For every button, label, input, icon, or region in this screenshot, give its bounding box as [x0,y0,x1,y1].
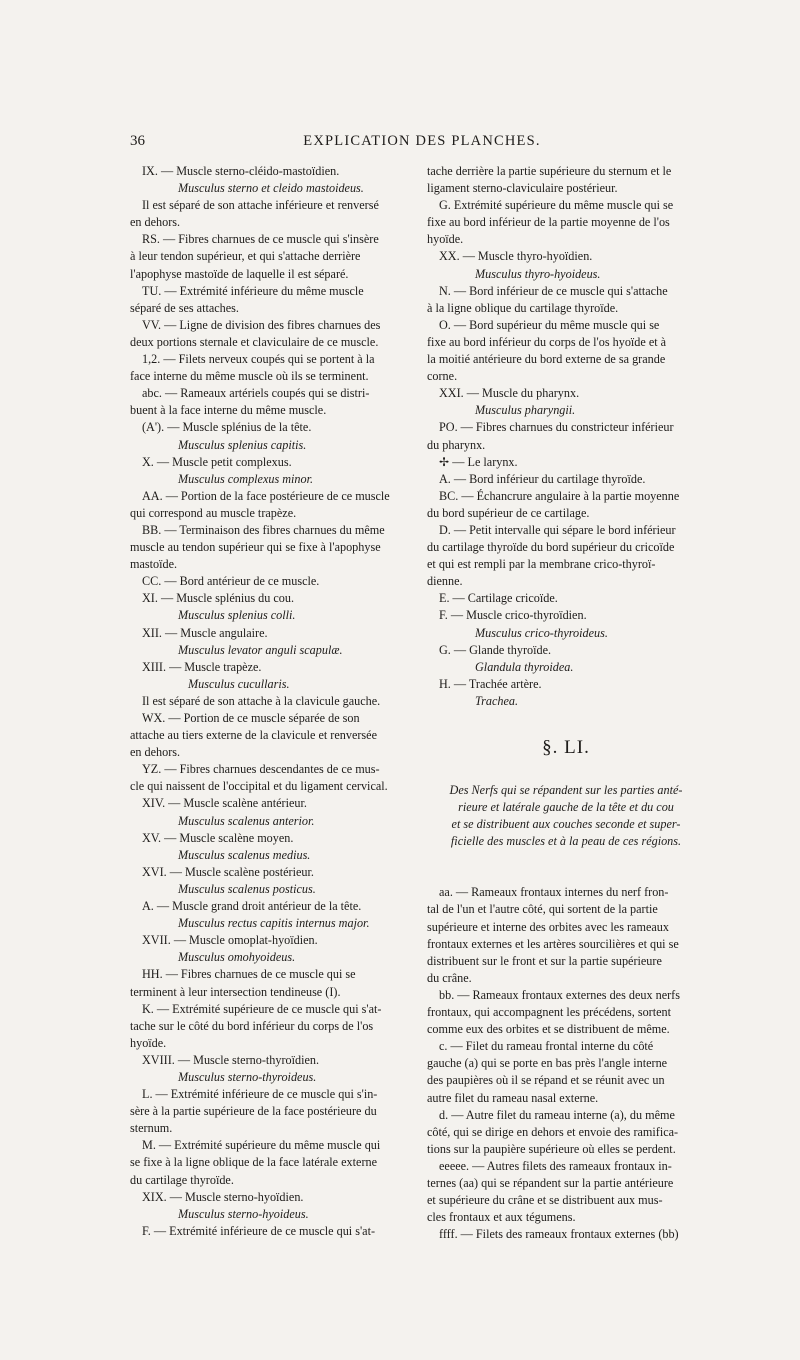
text-line: RS. — Fibres charnues de ce muscle qui s'insère [142,232,379,247]
left-column [130,163,394,1240]
section-title: §. LI. [542,737,590,758]
text-line: cle qui naissent de l'occipital et du ligament cervical. [130,779,388,794]
text-line: côté, qui se dirige en dehors et envoie des ramifica- [427,1124,679,1139]
text-line: frontaux, qui accompagnent les précédens, sortent [427,1005,671,1020]
text-line: fixe au bord inférieur du corps de l'os hyoïde et à [427,334,667,349]
text-line: XI. — Muscle splénius du cou. [142,591,294,606]
text-line: fixe au bord inférieur de la partie moyenne de l'os [427,215,670,230]
text-line: XII. — Muscle angulaire. [142,625,268,640]
text-line: en dehors. [130,215,181,230]
text-line: BB. — Terminaison des fibres charnues du même [142,522,385,537]
text-line: O. — Bord supérieur du même muscle qui se [439,317,660,332]
text-line: Musculus scalenus posticus. [178,881,316,896]
text-line: XIX. — Muscle sterno-hyoïdien. [142,1189,304,1204]
text-line: dienne. [427,574,463,589]
text-line: XV. — Muscle scalène moyen. [142,830,294,845]
text-line: cles frontaux et aux tégumens. [427,1210,576,1225]
text-line: E. — Cartilage cricoïde. [439,591,558,606]
text-line: et supérieure du crâne et se distribuent aux mus- [427,1193,663,1208]
text-line: Musculus cucullaris. [188,676,290,691]
summary-line: et se distribuent aux couches seconde et super- [451,817,681,832]
text-line: F. — Muscle crico-thyroïdien. [439,608,587,623]
text-line: et qui est rempli par la membrane crico-thyroï- [427,557,656,572]
text-line: Musculus crico-thyroideus. [475,625,608,640]
text-line: c. — Filet du rameau frontal interne du côté [439,1039,654,1054]
text-line: YZ. — Fibres charnues descendantes de ce mus- [142,762,380,777]
page-number: 36 [130,133,145,149]
text-line: IX. — Muscle sterno-cléido-mastoïdien. [142,164,340,178]
text-line: ternes (aa) qui se répandent sur la partie antérieure [427,1175,674,1190]
text-line: terminent à leur intersection tendineuse (I). [130,984,341,999]
text-line: Trachea. [475,693,518,708]
text-line: Musculus sterno et cleido mastoideus. [178,181,364,196]
text-line: tions sur la paupière supérieure où elles se perdent. [427,1141,676,1156]
text-line: HH. — Fibres charnues de ce muscle qui se [142,967,356,982]
text-line: H. — Trachée artère. [439,676,542,691]
text-line: Musculus splenius capitis. [178,437,307,452]
text-line: bb. — Rameaux frontaux externes des deux nerfs [439,987,680,1002]
text-line: Musculus thyro-hyoideus. [475,266,601,281]
text-line: tal de l'un et l'autre côté, qui sortent de la partie [427,902,658,917]
page-header [130,133,700,153]
section-summary [427,782,705,850]
text-line: Musculus sterno-thyroideus. [178,1069,317,1084]
summary-line: Des Nerfs qui se répandent sur les parties anté- [449,783,683,797]
text-line: ligament sterno-claviculaire postérieur. [427,181,618,196]
text-line: qui correspond au muscle trapèze. [130,505,297,520]
text-line: des paupières où il se répand et se réunit avec un [427,1073,665,1088]
text-line: K. — Extrémité supérieure de ce muscle qui s'at- [142,1001,382,1016]
text-line: Musculus complexus minor. [178,471,314,486]
text-line: du crâne. [427,970,472,985]
text-line: l'apophyse mastoïde de laquelle il est séparé. [130,266,349,281]
text-line: comme eux des orbites et se distribuent de même. [427,1022,670,1037]
text-line: Glandula thyroidea. [475,659,574,674]
text-line: d. — Autre filet du rameau interne (a), du même [439,1107,675,1122]
text-line: D. — Petit intervalle qui sépare le bord inférieur [439,522,676,537]
text-line: N. — Bord inférieur de ce muscle qui s'attache [439,283,668,298]
text-line: tache sur le côté du bord inférieur du corps de l'os [130,1018,374,1033]
text-line: A. — Muscle grand droit antérieur de la tête. [142,899,362,914]
text-line: à leur tendon supérieur, et qui s'attache derrière [130,249,361,264]
text-line: du pharynx. [427,437,486,452]
right-column-nerve-entries [427,884,705,1243]
text-line: WX. — Portion de ce muscle séparée de son [142,711,360,725]
text-line: ✢ — Le larynx. [439,454,518,469]
text-line: Musculus rectus capitis internus major. [178,916,370,931]
text-line: TU. — Extrémité inférieure du même muscle [142,283,364,298]
right-column [427,163,705,1243]
text-line: VV. — Ligne de division des fibres charnues des [142,317,381,332]
text-line: Musculus sterno-hyoideus. [178,1206,309,1221]
text-line: hyoïde. [130,1035,167,1050]
text-line: la moitié antérieure du bord externe de sa grande [427,352,666,367]
text-line: XXI. — Muscle du pharynx. [439,386,580,401]
text-line: se fixe à la ligne oblique de la face latérale externe [130,1155,377,1170]
running-title: EXPLICATION DES PLANCHES. [303,133,541,149]
text-line: Il est séparé de son attache à la clavicule gauche. [142,693,381,708]
text-line: Musculus scalenus anterior. [178,813,315,828]
text-line: BC. — Échancrure angulaire à la partie moyenne [439,488,680,503]
summary-line: ficielle des muscles et à la peau de ces régions. [450,834,682,849]
text-line: ffff. — Filets des rameaux frontaux externes (bb) [439,1227,679,1242]
text-line: deux portions sternale et claviculaire de ce muscle. [130,334,379,349]
text-line: du cartilage thyroïde du bord supérieur du cricoïde [427,540,675,555]
summary-line: rieure et latérale gauche de la tête et du cou [458,800,674,815]
text-line: eeeee. — Autres filets des rameaux frontaux in- [439,1158,672,1173]
text-line: 1,2. — Filets nerveux coupés qui se portent à la [142,352,375,367]
text-line: XVII. — Muscle omoplat-hyoïdien. [142,933,318,948]
text-line: buent à la face interne du même muscle. [130,403,327,418]
text-line: F. — Extrémité inférieure de ce muscle qui s'at- [142,1223,376,1238]
text-line: tache derrière la partie supérieure du sternum et le [427,164,672,178]
right-column-entries [427,163,705,710]
text-line: X. — Muscle petit complexus. [142,454,292,469]
text-line: à la ligne oblique du cartilage thyroïde. [427,300,619,315]
text-line: XX. — Muscle thyro-hyoïdien. [439,249,593,264]
text-line: attache au tiers externe de la clavicule et renversée [130,728,377,743]
text-line: frontaux externes et les artères sourcilières et qui se [427,936,679,951]
text-line: XVIII. — Muscle sterno-thyroïdien. [142,1052,320,1067]
text-line: gauche (a) qui se porte en bas près l'angle interne [427,1056,668,1071]
text-line: (A'). — Muscle splénius de la tête. [142,420,312,435]
text-line: L. — Extrémité inférieure de ce muscle qui s'in- [142,1087,378,1102]
text-line: face interne du même muscle où ils se terminent. [130,369,369,384]
text-line: AA. — Portion de la face postérieure de ce muscle [142,488,390,503]
text-line: sère à la partie supérieure de la face postérieure du [130,1104,377,1119]
text-line: muscle au tendon supérieur qui se fixe à l'apophyse [130,540,381,555]
text-line: séparé de ses attaches. [130,300,239,315]
text-line: Musculus levator anguli scapulæ. [178,642,343,657]
text-line: M. — Extrémité supérieure du même muscle qui [142,1138,381,1153]
text-line: Musculus splenius colli. [178,608,296,623]
text-line: G. — Glande thyroïde. [439,642,552,657]
text-line: du cartilage thyroïde. [130,1172,234,1187]
text-line: G. Extrémité supérieure du même muscle qui se [439,198,674,213]
text-line: du bord supérieur de ce cartilage. [427,505,590,520]
text-line: supérieure et interne des orbites avec les rameaux [427,919,669,934]
text-line: XVI. — Muscle scalène postérieur. [142,864,314,879]
text-line: hyoïde. [427,232,464,247]
text-line: A. — Bord inférieur du cartilage thyroïde. [439,471,646,486]
text-line: Musculus pharyngii. [475,403,576,418]
text-line: XIII. — Muscle trapèze. [142,659,262,674]
text-line: Il est séparé de son attache inférieure et renversé [142,198,379,213]
text-line: en dehors. [130,745,181,760]
text-line: Musculus scalenus medius. [178,847,311,862]
text-line: Musculus omohyoideus. [178,950,296,965]
text-line: PO. — Fibres charnues du constricteur inférieur [439,420,674,435]
text-line: abc. — Rameaux artériels coupés qui se distri- [142,386,370,401]
text-line: aa. — Rameaux frontaux internes du nerf fron- [439,885,669,900]
text-line: sternum. [130,1121,173,1136]
text-line: distribuent sur le front et sur la partie supérieure [427,953,662,968]
text-line: corne. [427,369,458,384]
text-line: XIV. — Muscle scalène antérieur. [142,796,307,811]
text-line: CC. — Bord antérieur de ce muscle. [142,574,320,589]
text-line: mastoïde. [130,557,178,572]
text-line: autre filet du rameau nasal externe. [427,1090,599,1105]
